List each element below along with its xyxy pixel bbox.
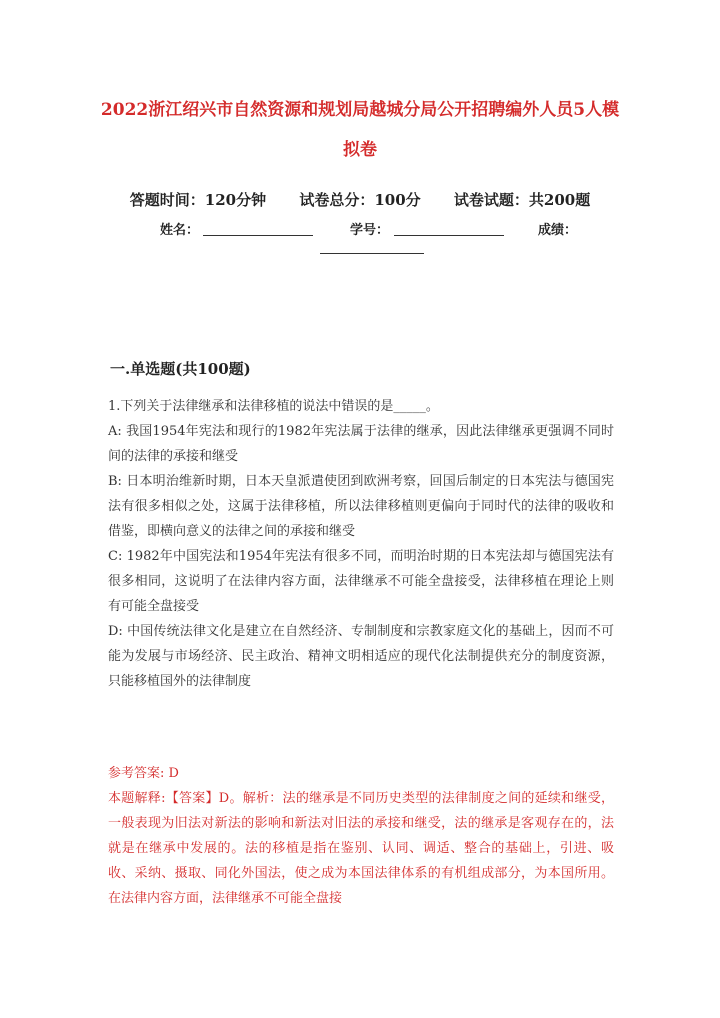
section-heading: 一.单选题(共100题) [110,360,251,378]
id-blank [394,235,504,236]
option-b: B: 日本明治维新时期，日本天皇派遣使团到欧洲考察，回国后制定的日本宪法与德国宪法有很多相似之处，这属于法律移植，所以法律移植则更偏向于同时代的法律的吸收和借鉴，即横向意义的法律之间的承接和继受 [108,474,614,539]
exam-meta [0,190,720,210]
option-c: C: 1982年中国宪法和1954年宪法有很多不同，而明治时期的日本宪法却与德国宪法有很多相同，这说明了在法律内容方面，法律继承不可能全盘接受，法律移植在理论上则有可能全盘接受 [108,549,614,614]
exam-time: 答题时间：120分钟 [129,191,267,209]
id-label: 学号： [350,223,390,238]
answer-block [108,761,614,911]
score-blank [320,253,424,254]
reference-answer: 参考答案: D [108,766,179,781]
option-a: A: 我国1954年宪法和现行的1982年宪法属于法律的继承，因此法律继承更强调不同时间的法律的承接和继受 [108,424,614,464]
exam-total-score: 试卷总分：100分 [299,191,421,209]
option-d: D: 中国传统法律文化是建立在自然经济、专制制度和宗教家庭文化的基础上，因而不可能为发展与市场经济、民主政治、精神文明相适应的现代化法制提供充分的制度资源，只能移植国外的法律制度 [108,624,614,689]
score-label: 成绩： [538,223,578,238]
question-block [108,394,614,694]
name-blank [203,235,313,236]
question-stem: 1.下列关于法律继承和法律移植的说法中错误的是_____。 [108,399,439,414]
exam-question-count: 试卷试题：共200题 [453,191,591,209]
name-label: 姓名： [160,223,200,238]
exam-title: 2022浙江绍兴市自然资源和规划局越城分局公开招聘编外人员5人模拟卷 [100,100,620,160]
answer-explanation: 本题解释:【答案】D。解析：法的继承是不同历史类型的法律制度之间的延续和继受，一般表现为旧法对新法的影响和新法对旧法的承接和继受，法的继承是客观存在的，法就是在继承中发展的。法的移植是指在鉴别、认同、调适、整合的基础上，引进、吸收、采纳、摄取、同化外国法，使之成为本国法律体系的有机组成部分，为本国所用。在法律内容方面，法律继承不可能全盘接 [108,791,614,906]
